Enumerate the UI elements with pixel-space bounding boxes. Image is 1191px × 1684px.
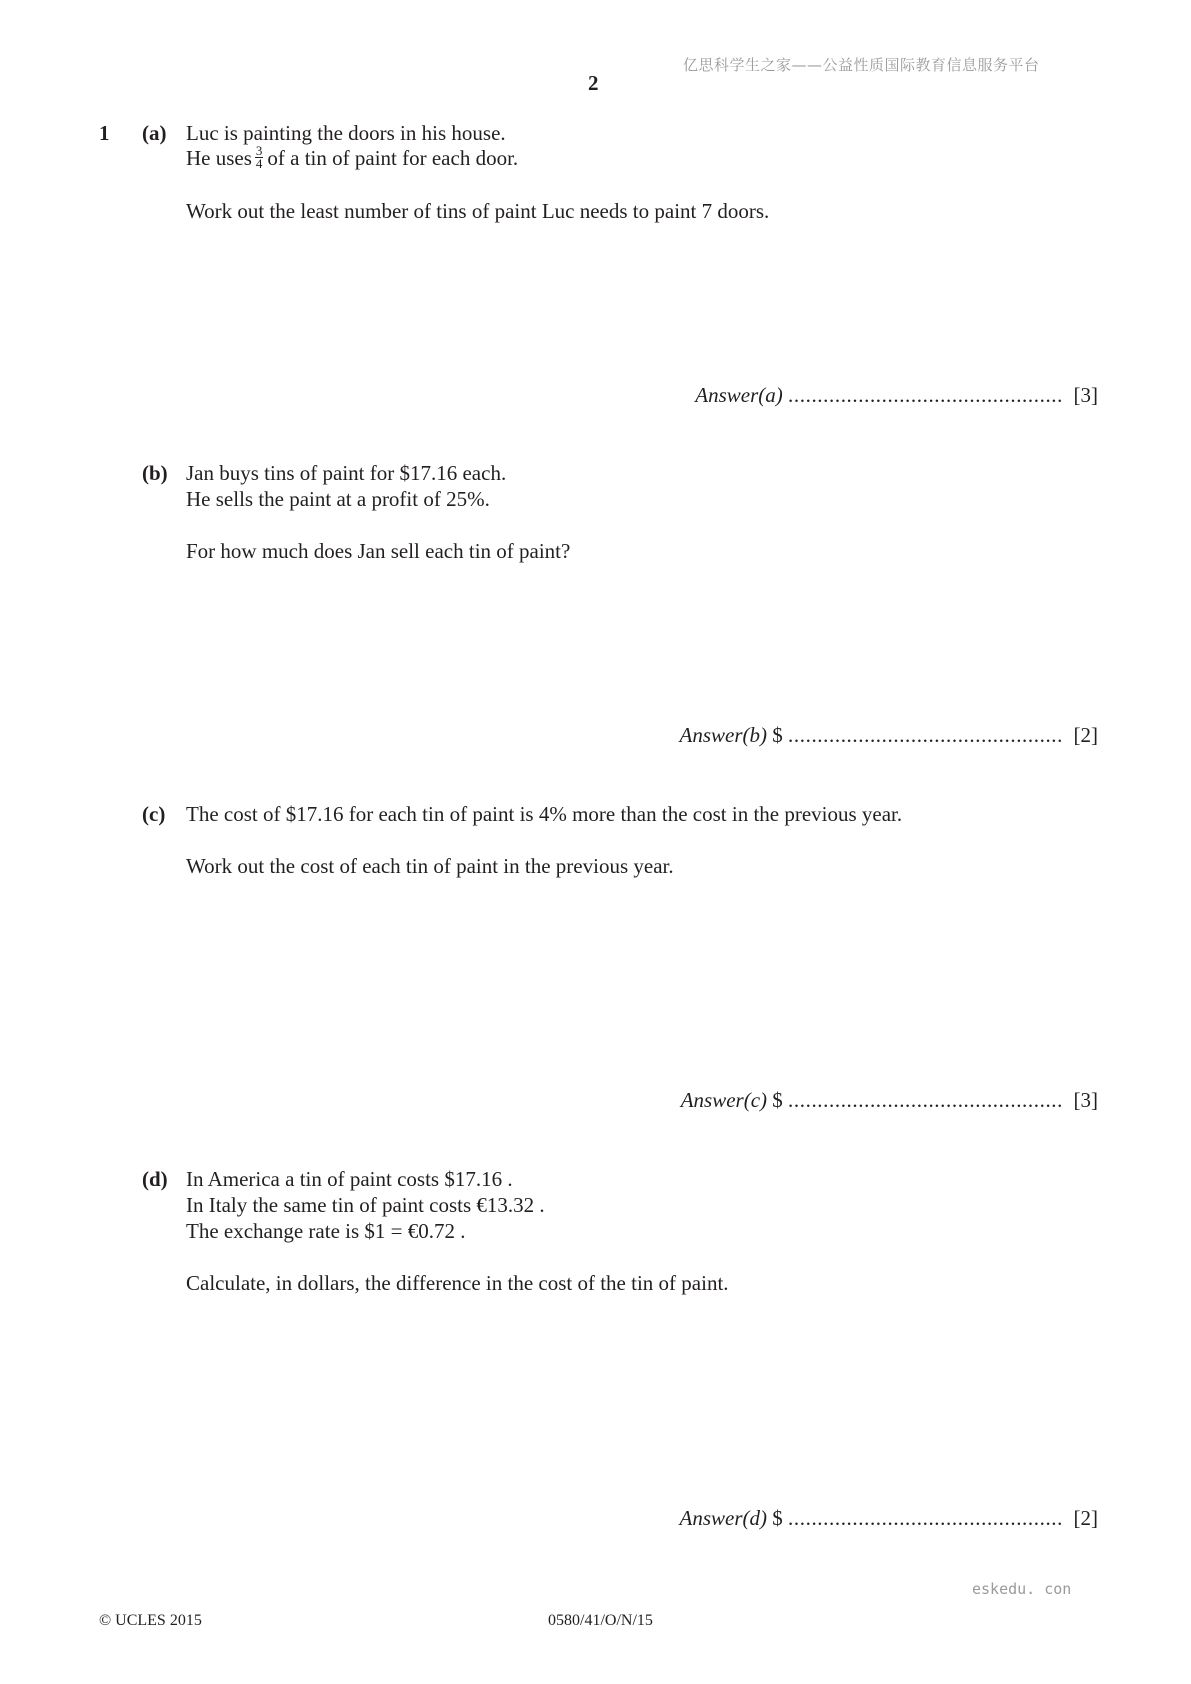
answer-a-label: Answer(a) [695, 383, 783, 407]
answer-c-blank[interactable]: ............................................... [788, 1088, 1063, 1112]
answer-b-label: Answer(b) [679, 723, 768, 747]
part-d-line3: The exchange rate is $1 = €0.72 . [186, 1219, 466, 1243]
footer-copyright: © UCLES 2015 [99, 1612, 202, 1629]
answer-d-currency: $ [772, 1506, 783, 1530]
answer-b-blank[interactable]: ............................................... [788, 723, 1063, 747]
part-a-label: (a) [142, 121, 167, 145]
part-c-instruction: Work out the cost of each tin of paint in the previous year. [186, 854, 674, 878]
answer-a-blank[interactable]: ............................................... [788, 383, 1063, 407]
answer-c-label: Answer(c) [680, 1088, 768, 1112]
part-a-line2-after: of a tin of paint for each door. [267, 146, 519, 170]
answer-c-currency: $ [772, 1088, 783, 1112]
answer-a-row [600, 383, 1098, 408]
header-watermark: 亿思科学生之家——公益性质国际教育信息服务平台 [683, 56, 1040, 74]
part-a-line1: Luc is painting the doors in his house. [186, 121, 506, 145]
part-c-label: (c) [142, 802, 166, 826]
answer-b-marks: [2] [1073, 723, 1098, 747]
part-d-label: (d) [142, 1167, 168, 1191]
answer-c-marks: [3] [1073, 1088, 1098, 1112]
part-d-instruction: Calculate, in dollars, the difference in the cost of the tin of paint. [186, 1271, 729, 1295]
footer-watermark: eskedu. con [972, 1580, 1072, 1598]
question-number: 1 [99, 121, 110, 145]
part-c-line1: The cost of $17.16 for each tin of paint is 4% more than the cost in the previous year. [186, 802, 903, 826]
part-b-instruction: For how much does Jan sell each tin of paint? [186, 539, 571, 563]
answer-a-marks: [3] [1073, 383, 1098, 407]
part-a-line2-before: He uses [186, 146, 252, 170]
part-d-line2: In Italy the same tin of paint costs €13.32 . [186, 1193, 545, 1217]
fraction-numerator: 3 [255, 142, 263, 158]
fraction-denominator: 4 [255, 155, 263, 171]
part-b-label: (b) [142, 461, 168, 485]
part-b-line2: He sells the paint at a profit of 25%. [186, 487, 490, 511]
part-a-line2 [186, 142, 519, 171]
answer-b-currency: $ [772, 723, 783, 747]
answer-c-row [600, 1088, 1098, 1113]
part-a-instruction: Work out the least number of tins of paint Luc needs to paint 7 doors. [186, 199, 770, 223]
fraction-three-quarters [255, 142, 264, 171]
part-b-line1: Jan buys tins of paint for $17.16 each. [186, 461, 507, 485]
answer-d-blank[interactable]: ............................................... [788, 1506, 1063, 1530]
answer-b-row [600, 723, 1098, 748]
answer-d-row [600, 1506, 1098, 1531]
page-number: 2 [588, 71, 599, 95]
answer-d-label: Answer(d) [679, 1506, 768, 1530]
answer-d-marks: [2] [1073, 1506, 1098, 1530]
footer-paper-code: 0580/41/O/N/15 [548, 1612, 653, 1629]
part-d-line1: In America a tin of paint costs $17.16 . [186, 1167, 513, 1191]
